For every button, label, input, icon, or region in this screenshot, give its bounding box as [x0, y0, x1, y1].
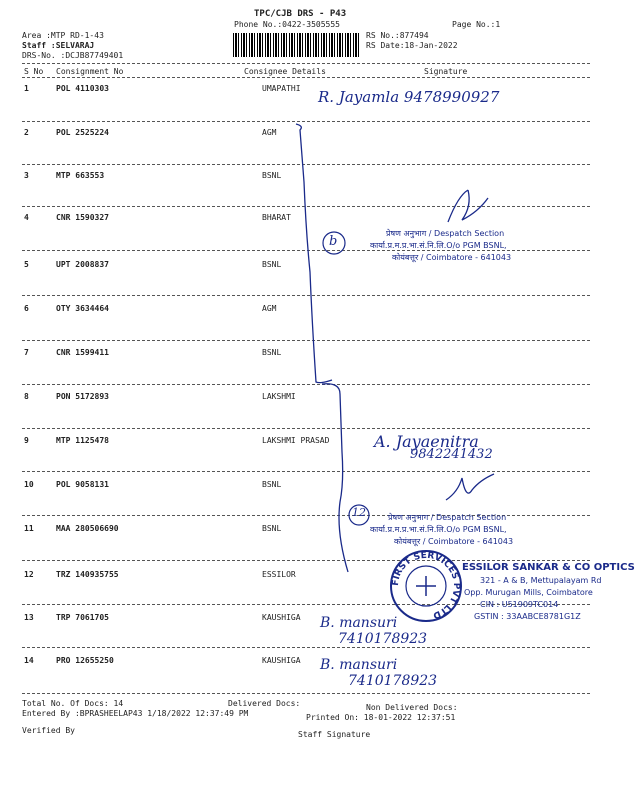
row-sno: 7 — [24, 348, 29, 357]
row-divider — [22, 471, 590, 472]
row-consignment: TRP 7061705 — [56, 613, 109, 622]
row-sno: 5 — [24, 260, 29, 269]
row-consignment: TRZ 140935755 — [56, 570, 119, 579]
despatch-stamp-2-line2: कार्या.प्र.म.प्र.भा.सं.नि.लि.O/o PGM BSNL, — [370, 525, 507, 534]
row-consignment: POL 4110303 — [56, 84, 109, 93]
row-consignment: PRO 12655250 — [56, 656, 114, 665]
row-consignment: POL 9058131 — [56, 480, 109, 489]
rs-number: RS No.:877494 — [366, 31, 429, 40]
row-consignee: BSNL — [262, 524, 282, 533]
signature-row-14-name: B. mansuri — [320, 657, 398, 673]
staff-field: Staff :SELVARAJ — [22, 41, 95, 50]
row-consignee: BSNL — [262, 348, 282, 357]
column-header-divider — [22, 77, 590, 78]
despatch-stamp-1-line1: प्रेषण अनुभाग / Despatch Section — [386, 229, 505, 238]
row-divider — [22, 693, 590, 694]
row-consignee: KAUSHIGA — [262, 613, 301, 622]
row-consignment: MAA 280506690 — [56, 524, 119, 533]
barcode-image — [233, 33, 359, 57]
row-consignee: BSNL — [262, 171, 282, 180]
signature-row-13-phone: 7410178923 — [338, 631, 428, 647]
row-sno: 10 — [24, 480, 34, 489]
row-consignee: BHARAT — [262, 213, 291, 222]
mark-b: b — [329, 234, 338, 249]
row-consignment: MTP 663553 — [56, 171, 105, 180]
row-consignee: LAKSHMI — [262, 392, 296, 401]
column-header-consignee: Consignee Details — [244, 67, 326, 76]
signature-row-14-phone: 7410178923 — [348, 673, 438, 689]
row-consignment: OTY 3634464 — [56, 304, 109, 313]
row-consignee: UMAPATHI — [262, 84, 301, 93]
row-consignment: POL 2525224 — [56, 128, 109, 137]
despatch-stamp-1-line3: कोयंबत्तूर / Coimbatore - 641043 — [392, 253, 512, 262]
column-header-signature: Signature — [424, 67, 468, 76]
row-divider — [22, 428, 590, 429]
bracket-line-mark-2 — [318, 382, 358, 582]
signature-scribble-1 — [438, 186, 490, 226]
row-consignment: MTP 1125478 — [56, 436, 109, 445]
verified-by: Verified By — [22, 726, 75, 735]
signature-row-9-name: A. Jayaenitra — [374, 432, 479, 451]
column-header-sno: S No — [24, 67, 44, 76]
phone-number: Phone No.:0422-3505555 — [234, 20, 340, 29]
row-consignee: LAKSHMI PRASAD — [262, 436, 330, 445]
row-consignee: AGM — [262, 128, 277, 137]
bracket-line-mark — [290, 122, 360, 392]
signature-row-1: R. Jayamla 9478990927 — [318, 88, 500, 106]
mark-12: 12 — [352, 506, 366, 519]
row-consignee: ESSILOR — [262, 570, 296, 579]
rs-date: RS Date:18-Jan-2022 — [366, 41, 458, 50]
drs-number: DRS-No. :DCJB87749401 — [22, 51, 124, 60]
staff-signature: Staff Signature — [298, 730, 371, 739]
page-title: TPC/CJB DRS - P43 — [254, 9, 347, 19]
row-sno: 4 — [24, 213, 29, 222]
despatch-stamp-1-line2: कार्या.प्र.म.प्र.भा.सं.नि.लि.O/o PGM BSNL, — [370, 241, 507, 250]
row-consignment: CNR 1599411 — [56, 348, 109, 357]
row-sno: 6 — [24, 304, 29, 313]
row-sno: 13 — [24, 613, 34, 622]
signature-row-9-phone: 9842241432 — [410, 447, 493, 462]
row-sno: 9 — [24, 436, 29, 445]
row-consignee: KAUSHIGA — [262, 656, 301, 665]
row-sno: 3 — [24, 171, 29, 180]
row-divider — [22, 560, 590, 561]
column-header-consignment: Consignment No — [56, 67, 124, 76]
row-sno: 12 — [24, 570, 34, 579]
row-consignment: PON 5172893 — [56, 392, 109, 401]
row-sno: 2 — [24, 128, 29, 137]
total-docs: Total No. Of Docs: 14 — [22, 699, 124, 708]
row-sno: 1 — [24, 84, 29, 93]
signature-row-13-name: B. mansuri — [320, 615, 398, 631]
despatch-stamp-2-line1: प्रेषण अनुभाग / Despatch Section — [388, 513, 507, 522]
row-consignee: BSNL — [262, 480, 282, 489]
row-sno: 11 — [24, 524, 34, 533]
row-sno: 14 — [24, 656, 34, 665]
header-divider — [22, 63, 590, 64]
signature-scribble-2 — [440, 470, 496, 512]
entered-by: Entered By :BPRASHEELAP43 1/18/2022 12:37:49 PM — [22, 709, 249, 718]
essilor-stamp-address-2: Opp. Murugan Mills, Coimbatore — [464, 588, 593, 597]
despatch-stamp-2-line3: कोयंबत्तूर / Coimbatore - 641043 — [394, 537, 514, 546]
row-consignee: BSNL — [262, 260, 282, 269]
non-delivered-docs: Non Delivered Docs: — [366, 703, 458, 712]
delivered-docs: Delivered Docs: — [228, 699, 301, 708]
svg-text:FIRST SERVICES PVT LTD: FIRST SERVICES PVT LTD — [390, 550, 462, 621]
essilor-stamp-gstin: GSTIN : 33AABCE8781G1Z — [474, 612, 581, 621]
printed-on: Printed On: 18-01-2022 12:37:51 — [306, 713, 456, 722]
essilor-stamp-cin: CIN : U51909TC014 — [480, 600, 559, 609]
page-number: Page No.:1 — [452, 20, 501, 29]
row-divider — [22, 647, 590, 648]
round-seal-stamp — [388, 548, 464, 624]
essilor-stamp-name: ESSILOR SANKAR & CO OPTICS — [462, 562, 635, 573]
row-consignment: CNR 1590327 — [56, 213, 109, 222]
essilor-stamp-address-1: 321 - A & B, Mettupalayam Rd — [480, 576, 602, 585]
row-consignee: AGM — [262, 304, 277, 313]
row-consignment: UPT 2008837 — [56, 260, 109, 269]
row-sno: 8 — [24, 392, 29, 401]
area-field: Area :MTP RD-1-43 — [22, 31, 104, 40]
